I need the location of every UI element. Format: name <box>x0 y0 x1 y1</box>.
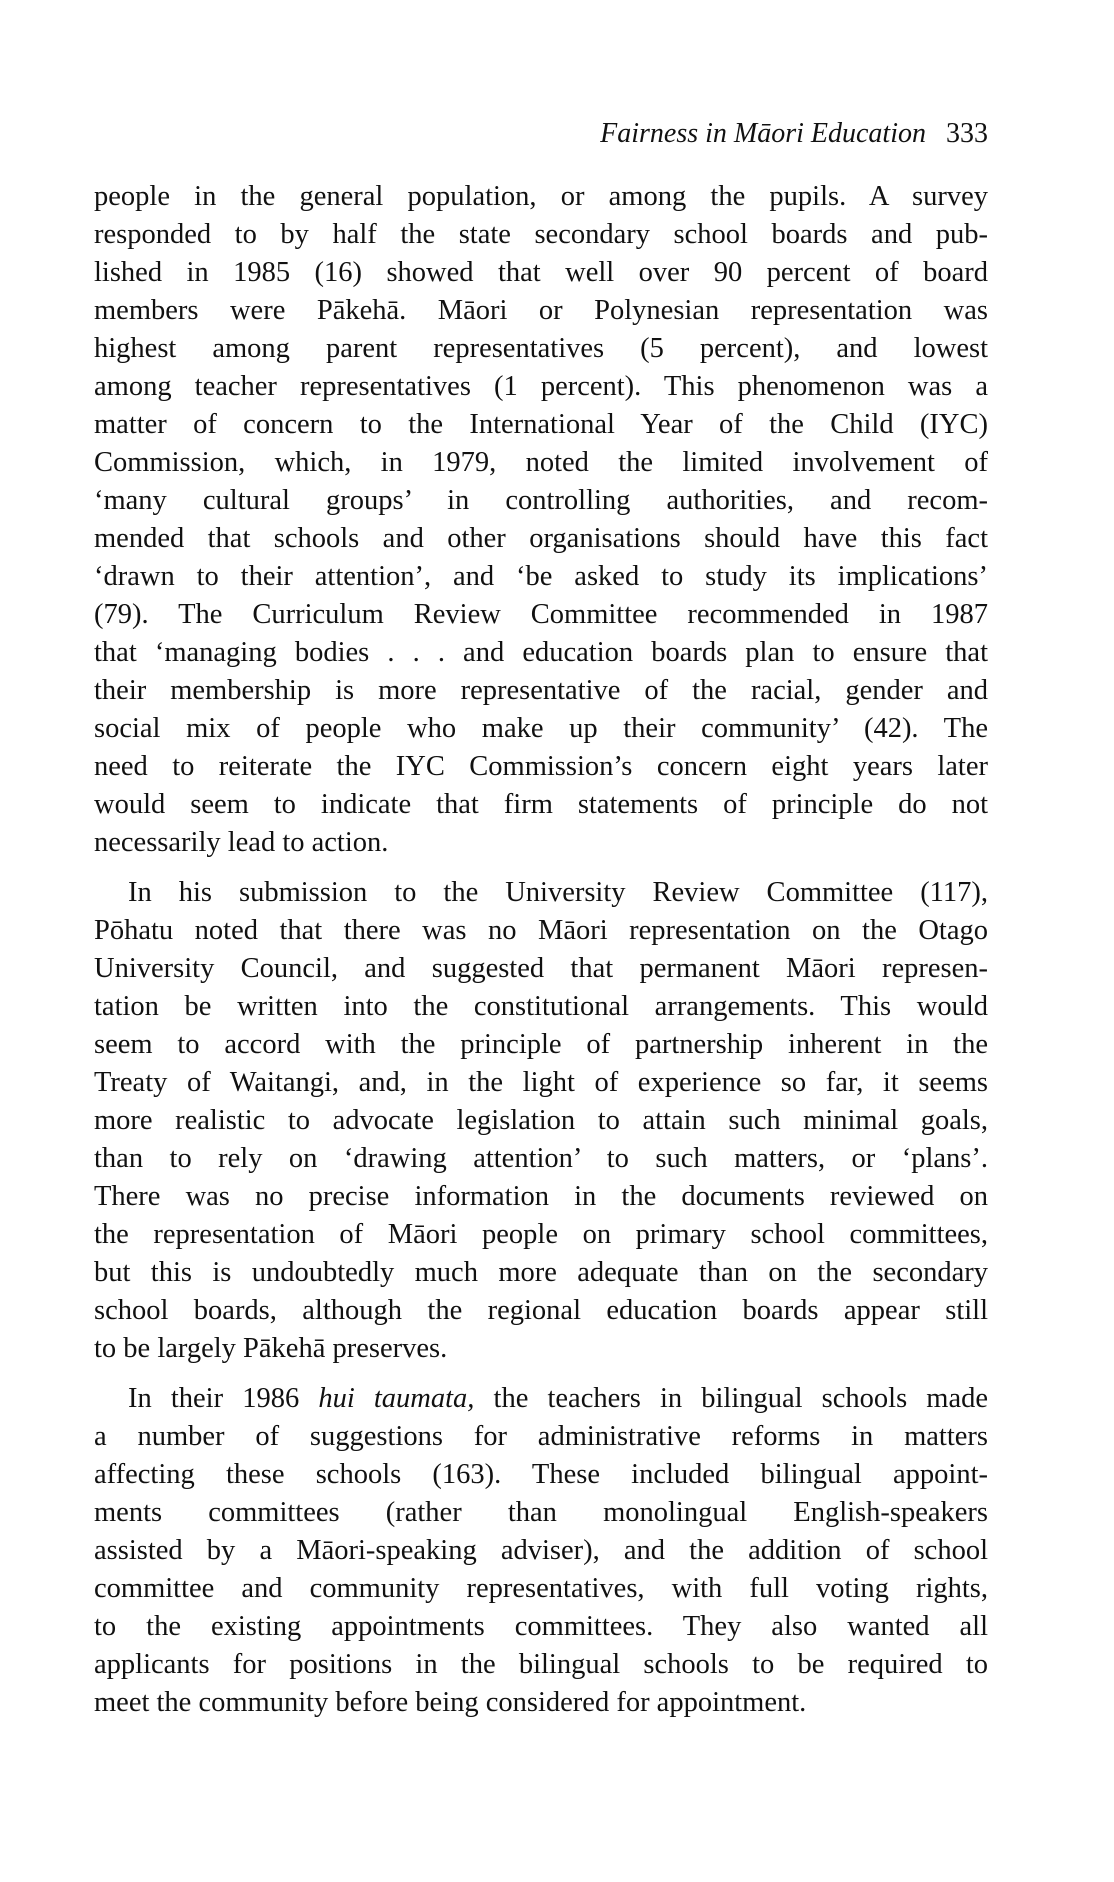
text-line: the representation of Māori people on primary school committees, <box>94 1219 988 1250</box>
text-line: a number of suggestions for administrative reforms in matters <box>94 1421 988 1452</box>
text-line: than to rely on ‘drawing attention’ to such matters, or ‘plans’. <box>94 1143 988 1174</box>
text-line: ‘drawn to their attention’, and ‘be asked to study its implications’ <box>94 561 988 592</box>
text-line: need to reiterate the IYC Commission’s concern eight years later <box>94 751 988 782</box>
text-line: tation be written into the constitutional arrangements. This would <box>94 991 988 1022</box>
text-line: ‘many cultural groups’ in controlling authorities, and recom- <box>94 485 988 516</box>
paragraph <box>94 1380 988 1722</box>
text-line: their membership is more representative of the racial, gender and <box>94 675 988 706</box>
text-line: people in the general population, or among the pupils. A survey <box>94 181 988 212</box>
running-header <box>600 118 988 150</box>
text-line: responded to by half the state secondary school boards and pub- <box>94 219 988 250</box>
text-line: mended that schools and other organisations should have this fact <box>94 523 988 554</box>
text-line: matter of concern to the International Year of the Child (IYC) <box>94 409 988 440</box>
text-line: lished in 1985 (16) showed that well over 90 percent of board <box>94 257 988 288</box>
text-line: (79). The Curriculum Review Committee recommended in 1987 <box>94 599 988 630</box>
text-line: University Council, and suggested that permanent Māori represen- <box>94 953 988 984</box>
text-line: members were Pākehā. Māori or Polynesian representation was <box>94 295 988 326</box>
text-line: Treaty of Waitangi, and, in the light of experience so far, it seems <box>94 1067 988 1098</box>
paragraph <box>94 874 988 1368</box>
text-span: the teachers in bilingual schools made <box>474 1383 989 1414</box>
text-line: seem to accord with the principle of partnership inherent in the <box>94 1029 988 1060</box>
body-text <box>94 178 988 1734</box>
text-line: that ‘managing bodies . . . and education boards plan to ensure that <box>94 637 988 668</box>
text-line: necessarily lead to action. <box>94 827 389 858</box>
text-line: would seem to indicate that firm statements of principle do not <box>94 789 988 820</box>
text-line: affecting these schools (163). These included bilingual appoint- <box>94 1459 988 1490</box>
text-line: There was no precise information in the documents reviewed on <box>94 1181 988 1212</box>
italic-term: hui taumata, <box>318 1383 475 1414</box>
text-line: Pōhatu noted that there was no Māori representation on the Otago <box>94 915 988 946</box>
text-line: but this is undoubtedly much more adequate than on the secondary <box>94 1257 988 1288</box>
text-line: social mix of people who make up their community’ (42). The <box>94 713 988 744</box>
page-number: 333 <box>946 118 988 149</box>
text-line: ments committees (rather than monolingual English-speakers <box>94 1497 988 1528</box>
text-line: meet the community before being considered for appointment. <box>94 1687 807 1718</box>
text-line: among teacher representatives (1 percent). This phenomenon was a <box>94 371 988 402</box>
running-title: Fairness in Māori Education <box>600 118 926 149</box>
text-line: assisted by a Māori-speaking adviser), and the addition of school <box>94 1535 988 1566</box>
text-line: Commission, which, in 1979, noted the limited involvement of <box>94 447 988 478</box>
text-line: to be largely Pākehā preserves. <box>94 1333 448 1364</box>
text-line: to the existing appointments committees. They also wanted all <box>94 1611 988 1642</box>
text-line: In his submission to the University Review Committee (117), <box>128 877 988 908</box>
text-line: school boards, although the regional education boards appear still <box>94 1295 988 1326</box>
text-span: In their 1986 <box>128 1383 319 1414</box>
text-line <box>94 1380 988 1418</box>
text-line: more realistic to advocate legislation to attain such minimal goals, <box>94 1105 988 1136</box>
text-line: committee and community representatives, with full voting rights, <box>94 1573 988 1604</box>
text-line: highest among parent representatives (5 percent), and lowest <box>94 333 988 364</box>
text-line: applicants for positions in the bilingual schools to be required to <box>94 1649 988 1680</box>
paragraph <box>94 178 988 862</box>
